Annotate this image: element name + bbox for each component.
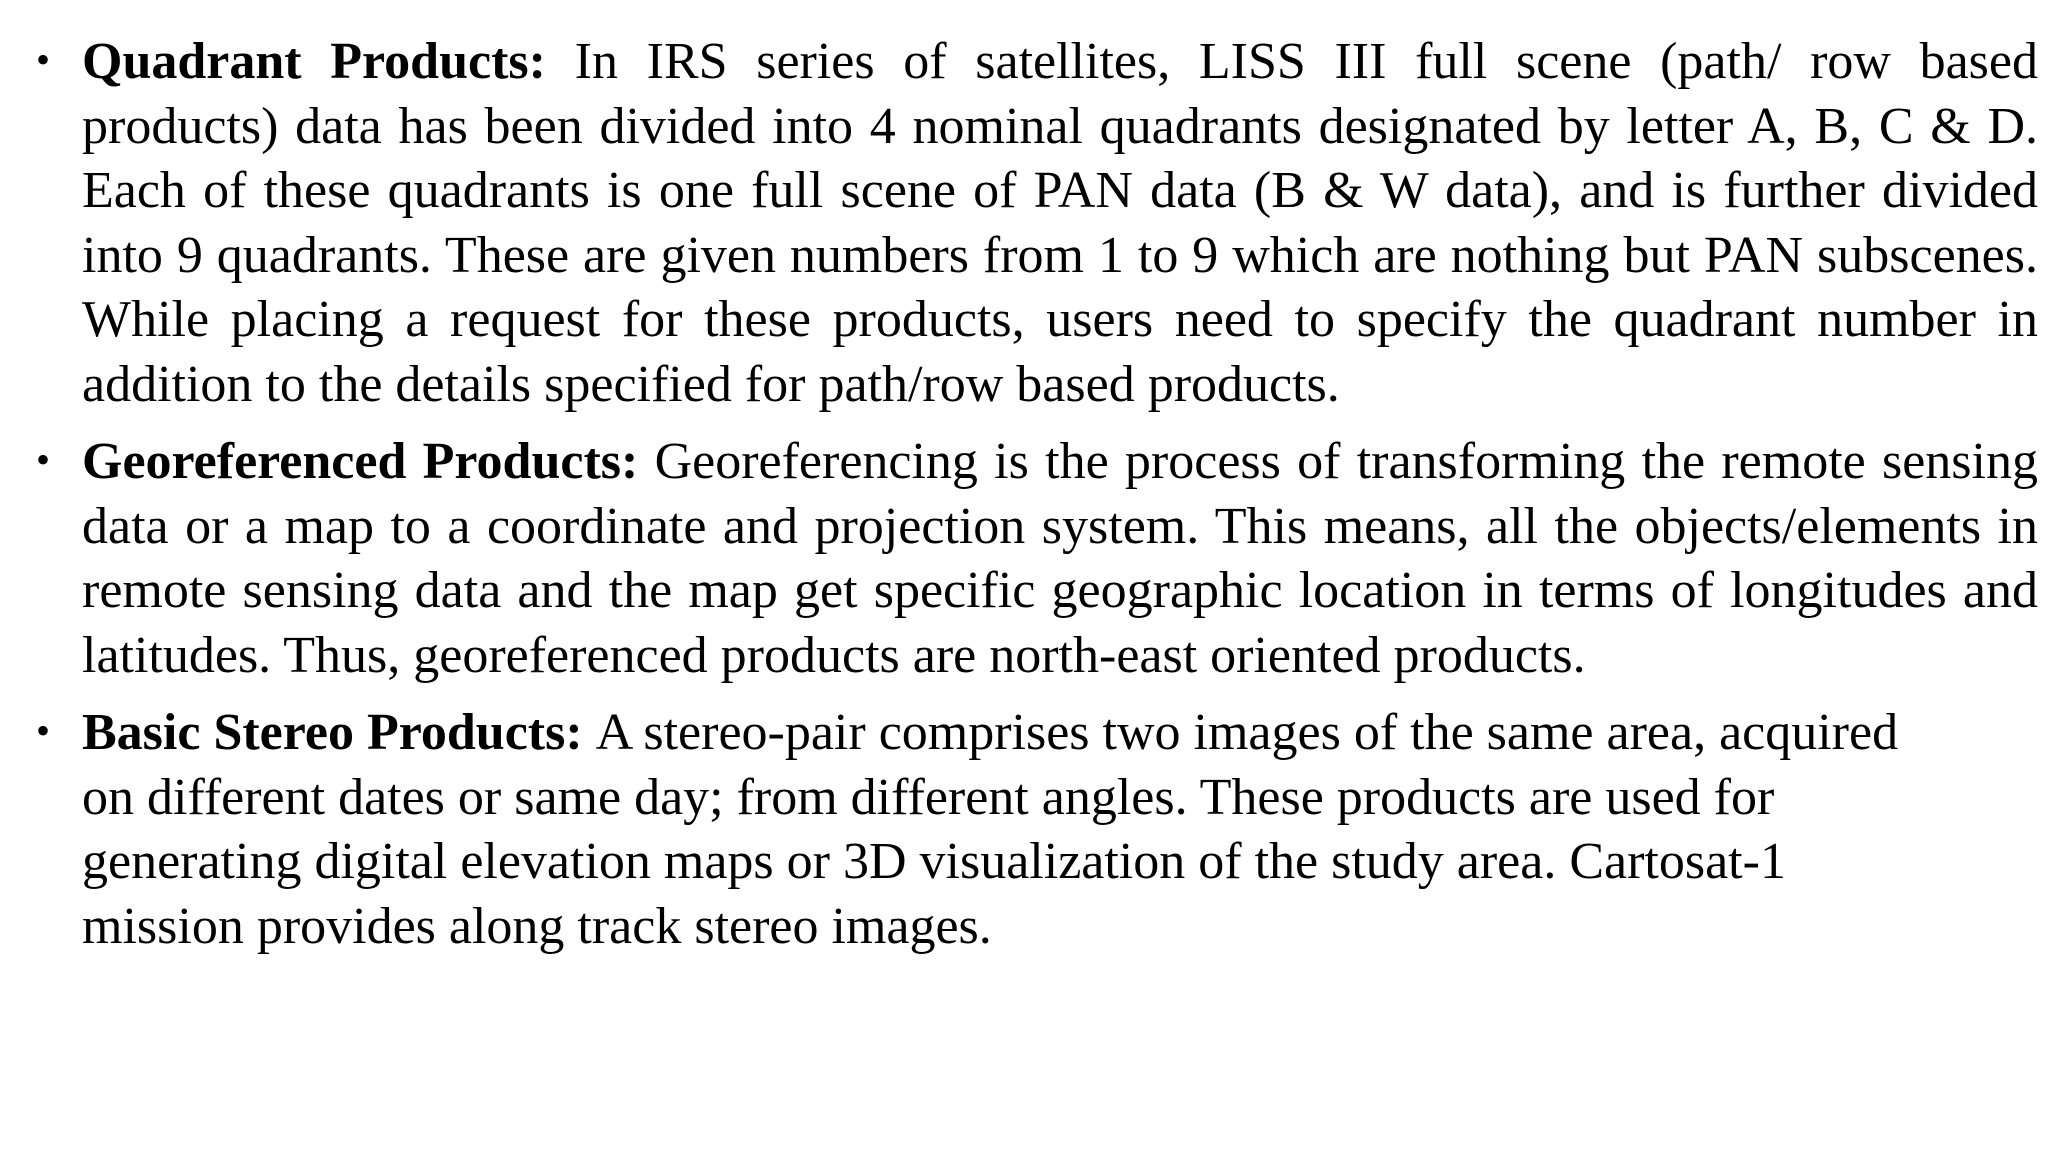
bullet-item-georeferenced-products <box>36 430 2038 688</box>
bullet-item-quadrant-products <box>36 30 2038 417</box>
bullet-text: Georeferencing is the process of transforming the remote sensing data or a map to a coordinate and projection system. This means, all the objects/elements in remote sensing data and the map get specific geographic location in terms of longitudes and latitudes. Thus, georeferenced products are north-east oriented products. <box>82 433 2038 684</box>
bullet-marker: • <box>36 437 51 482</box>
bullet-list <box>36 30 2038 972</box>
bullet-term: Basic Stereo Products: <box>82 704 596 761</box>
bullet-term: Georeferenced Products: <box>82 433 655 490</box>
bullet-item-basic-stereo-products <box>36 701 2038 959</box>
bullet-text: A stereo-pair comprises two images of the same area, acquired on different dates or same day; from different angles. These products are used for generating digital elevation maps or 3D visualization of the study area. Cartosat-1 mission provides along track stereo images. <box>82 704 1899 955</box>
bullet-term: Quadrant Products: <box>82 33 575 90</box>
bullet-marker: • <box>36 37 51 82</box>
bullet-marker: • <box>36 708 51 753</box>
bullet-text: In IRS series of satellites, LISS III full scene (path/ row based products) data has been divided into 4 nominal quadrants designated by letter A, B, C & D. Each of these quadrants is one full scene of PAN data (B & W data), and is further divided into 9 quadrants. These are given numbers from 1 to 9 which are nothing but PAN subscenes. While placing a request for these products, users need to specify the quadrant number in addition to the details specified for path/row based products. <box>82 33 2039 413</box>
